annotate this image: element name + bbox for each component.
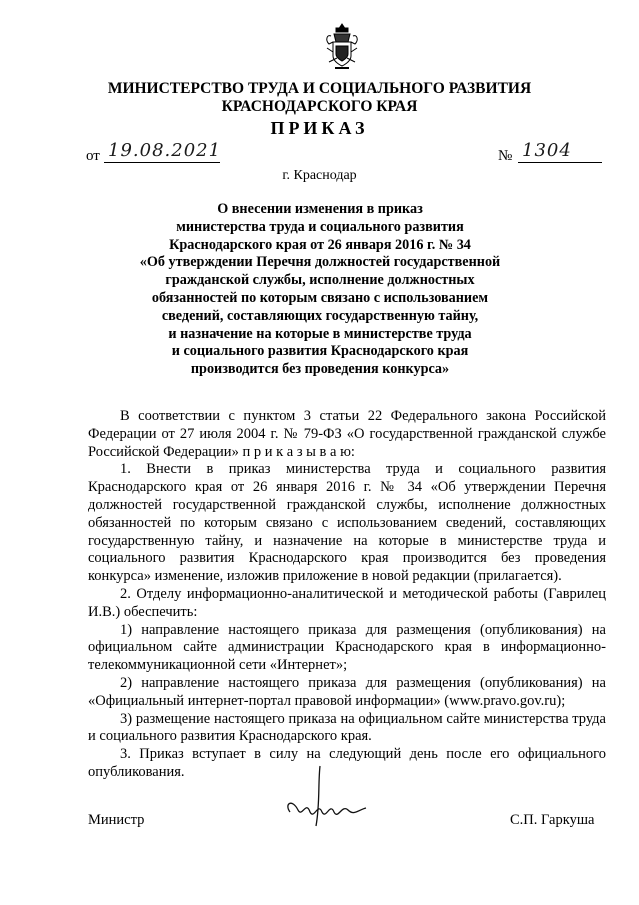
signatory-title: Министр <box>88 812 145 828</box>
subject-line: О внесении изменения в приказ <box>217 201 423 217</box>
preamble-paragraph: В соответствии с пунктом 3 статьи 22 Федерального закона Российской Федерации от 27 июля 2004 г. № 79-ФЗ «О государственной гражданской службе Российской Федерации» п р и к а з ы в а ю: <box>88 408 606 460</box>
order-body <box>88 408 606 782</box>
item-2-2-paragraph: 2) направление настоящего приказа для размещения (опубликования) на «Официальный интернет-портал правовой информации» (www.pravo.gov.ru); <box>88 674 606 709</box>
subject-line: Краснодарского края от 26 января 2016 г. № 34 <box>169 236 471 253</box>
item-1-paragraph: 1. Внести в приказ министерства труда и социального развития Краснодарского края от 26 января 2016 г. № 34 «Об утверждении Перечня должностей государственной гражданской службы, исполнение должностных обязанностей по которым связано с использованием сведений, составляющих государственную тайну, и назначение на которые в министерстве труда и социального развития Краснодарского края производится без проведения конкурса» изменение, изложив приложение в новой редакции (прилагается). <box>88 461 606 585</box>
subject-line: сведений, составляющих государственную тайну, <box>161 307 479 324</box>
order-number: 1304 <box>522 140 572 161</box>
subject-line: и социального развития Краснодарского края <box>171 343 469 360</box>
coat-of-arms-emblem <box>323 22 361 72</box>
subject-line: министерства труда и социального развития <box>176 218 464 235</box>
number-underline <box>518 162 602 163</box>
ministry-name-line2: КРАСНОДАРСКОГО КРАЯ <box>221 98 418 115</box>
subject-line: гражданской службы, исполнение должностных <box>165 272 475 289</box>
order-subject <box>130 201 510 379</box>
subject-line: и назначение на которые в министерстве труда <box>168 325 472 342</box>
date-underline <box>104 162 220 163</box>
ministry-name-line1: МИНИСТЕРСТВО ТРУДА И СОЦИАЛЬНОГО РАЗВИТИЯ <box>107 80 532 97</box>
signatory-name: С.П. Гаркуша <box>510 812 595 828</box>
item-3-paragraph: 3. Приказ вступает в силу на следующий день после его официального опубликования. <box>88 746 606 780</box>
document-type-title: ПРИКАЗ <box>270 118 369 138</box>
item-2-3-paragraph: 3) размещение настоящего приказа на официальном сайте министерства труда и социального развития Краснодарского края. <box>88 710 606 745</box>
number-prefix: № <box>498 148 513 164</box>
subject-line: производится без проведения конкурса» <box>190 361 450 378</box>
handwritten-signature <box>262 764 382 834</box>
item-2-paragraph: 2. Отделу информационно-аналитической и методической работы (Гаврилец И.В.) обеспечить: <box>88 585 606 620</box>
city: г. Краснодар <box>282 168 357 183</box>
date-prefix: от <box>86 148 100 164</box>
order-date: 19.08.2021 <box>108 140 222 161</box>
subject-line: «Об утверждении Перечня должностей государственной <box>139 254 501 271</box>
subject-line: обязанностей по которым связано с использованием <box>151 289 489 306</box>
item-2-1-paragraph: 1) направление настоящего приказа для размещения (опубликования) на официальном сайте администрации Краснодарского края в информационно-телекоммуникационной сети «Интернет»; <box>88 621 606 674</box>
